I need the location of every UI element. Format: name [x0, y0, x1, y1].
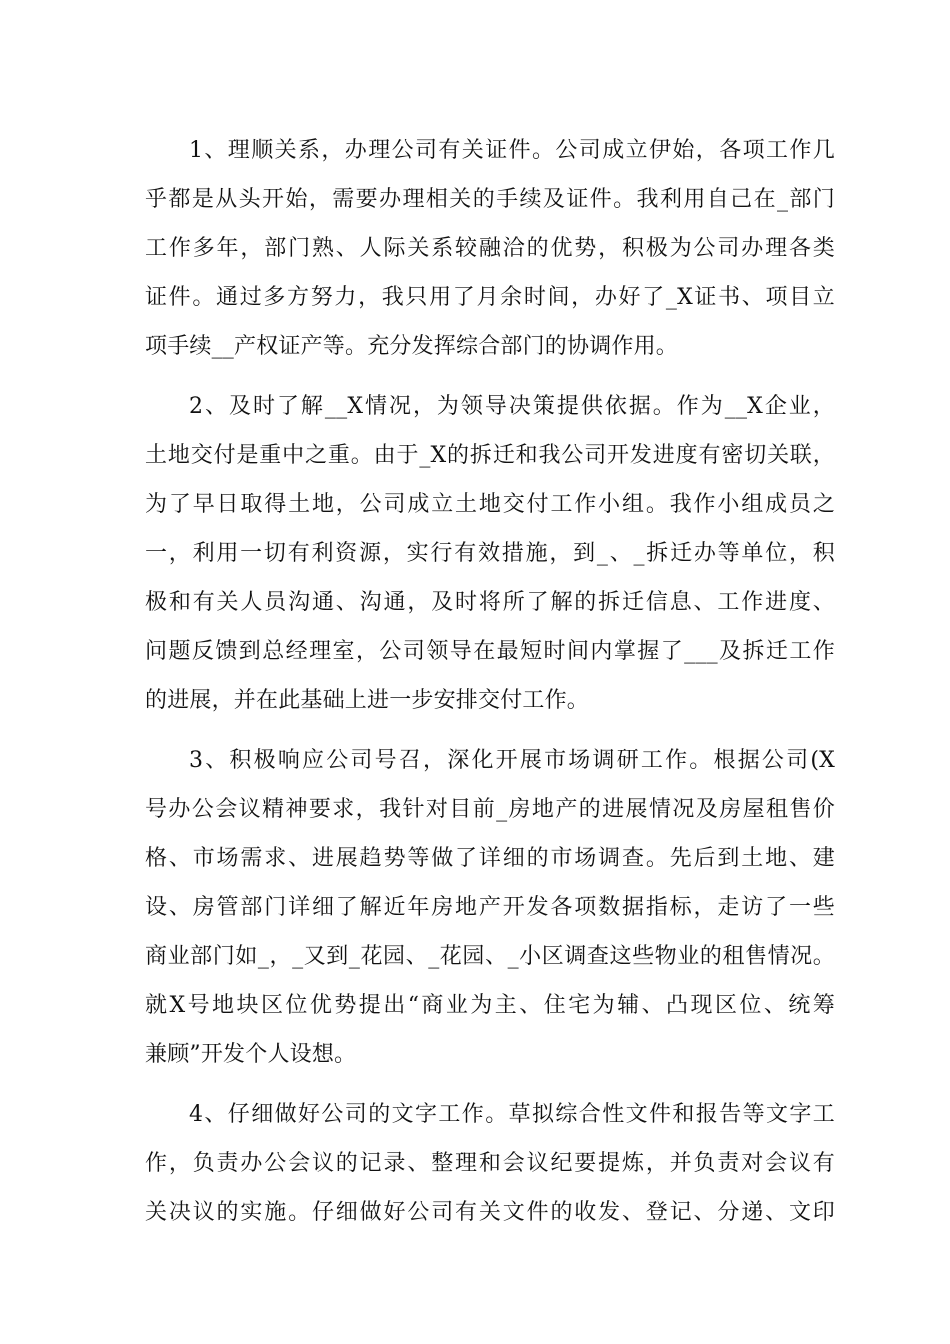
text-line: 证件。通过多方努力，我只用了月余时间，办好了_X证书、项目立	[145, 285, 835, 310]
text-line: 设、房管部门详细了解近年房地产开发各项数据指标，走访了一些	[145, 895, 835, 920]
paragraph-2	[145, 382, 835, 725]
text-line: 工作多年，部门熟、人际关系较融洽的优势，积极为公司办理各类	[145, 236, 835, 261]
text-line: 格、市场需求、进展趋势等做了详细的市场调查。先后到土地、建	[145, 846, 835, 871]
text-line: 2、及时了解__X情况，为领导决策提供依据。作为__X企业，	[189, 394, 835, 419]
text-line: 商业部门如_，_又到_花园、_花园、_小区调查这些物业的租售情况。	[145, 944, 835, 969]
paragraph-3	[145, 736, 835, 1079]
text-line: 为了早日取得土地，公司成立土地交付工作小组。我作小组成员之	[145, 492, 835, 517]
text-line: 一，利用一切有利资源，实行有效措施，到_、_拆迁办等单位，积	[145, 541, 835, 566]
text-line: 1、理顺关系，办理公司有关证件。公司成立伊始，各项工作几	[189, 138, 835, 163]
paragraph-1	[145, 126, 835, 371]
text-line: 土地交付是重中之重。由于_X的拆迁和我公司开发进度有密切关联，	[145, 443, 835, 468]
text-line: 极和有关人员沟通、沟通，及时将所了解的拆迁信息、工作进度、	[145, 590, 835, 615]
text-line: 3、积极响应公司号召，深化开展市场调研工作。根据公司(X	[189, 748, 835, 773]
text-line: 作，负责办公会议的记录、整理和会议纪要提炼，并负责对会议有	[145, 1151, 835, 1176]
text-line: 问题反馈到总经理室，公司领导在最短时间内掌握了___及拆迁工作	[145, 639, 835, 664]
text-line: 关决议的实施。仔细做好公司有关文件的收发、登记、分递、文印	[145, 1200, 835, 1225]
document-body	[145, 126, 835, 1248]
text-line: 乎都是从头开始，需要办理相关的手续及证件。我利用自己在_部门	[145, 187, 835, 212]
text-line: 号办公会议精神要求，我针对目前_房地产的进展情况及房屋租售价	[145, 797, 835, 822]
paragraph-4	[145, 1090, 835, 1237]
text-line: 项手续__产权证产等。充分发挥综合部门的协调作用。	[145, 334, 679, 359]
text-line: 的进展，并在此基础上进一步安排交付工作。	[145, 688, 590, 713]
text-line: 4、仔细做好公司的文字工作。草拟综合性文件和报告等文字工	[189, 1102, 835, 1127]
text-line: 兼顾”开发个人设想。	[145, 1042, 357, 1067]
text-line: 就X号地块区位优势提出“商业为主、住宅为辅、凸现区位、统筹	[145, 993, 835, 1018]
